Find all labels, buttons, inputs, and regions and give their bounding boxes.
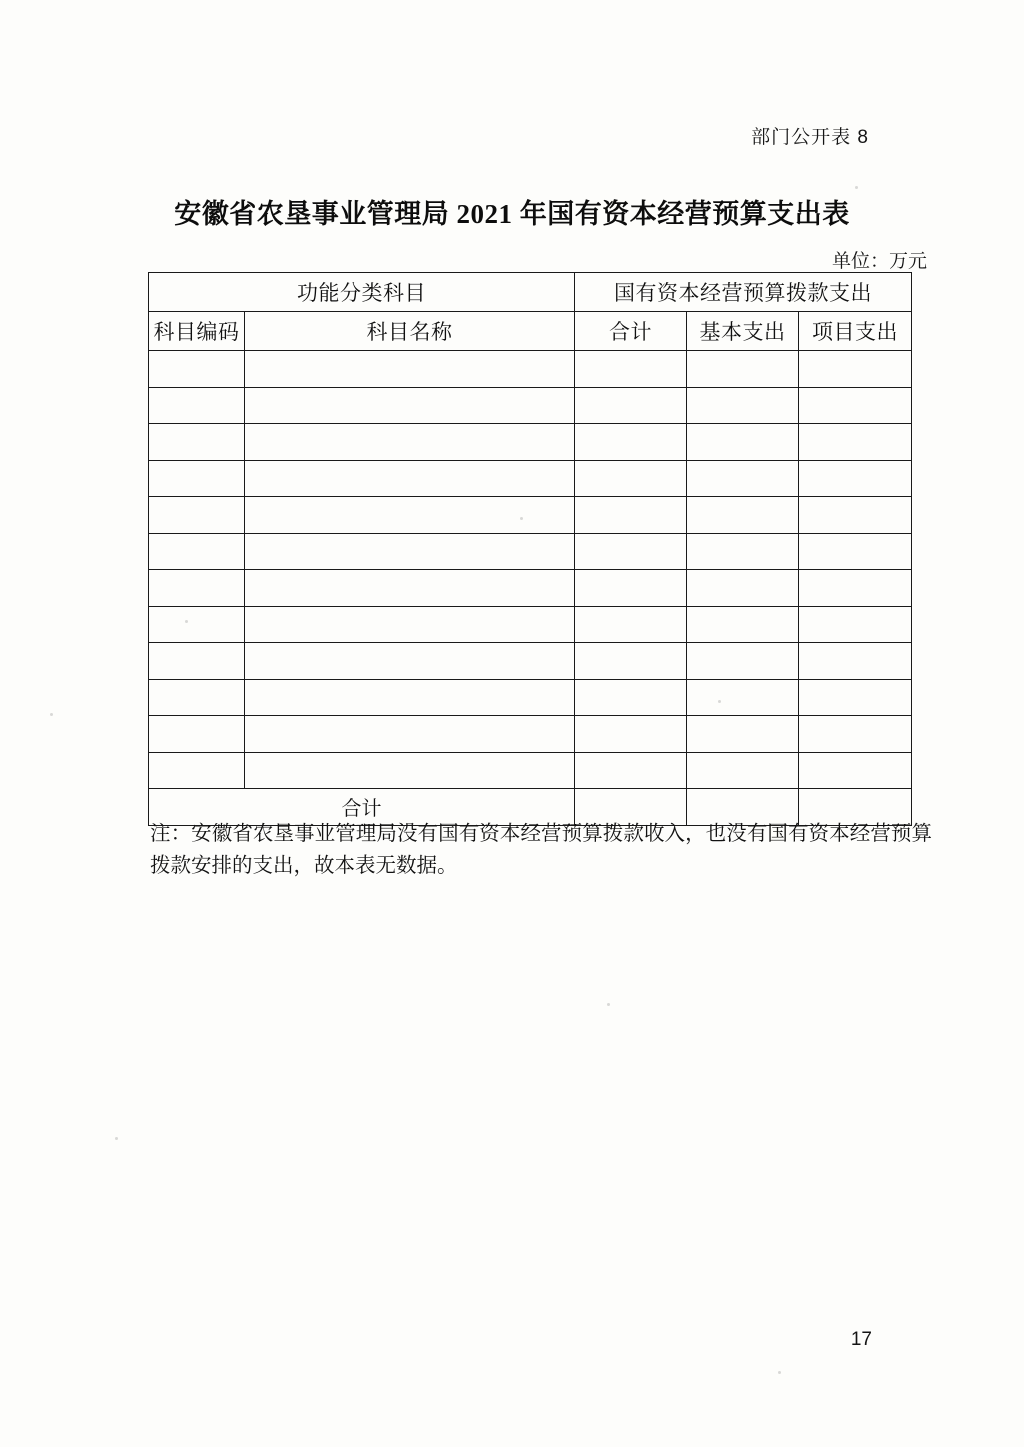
cell-subject-code xyxy=(149,387,245,424)
table-row xyxy=(149,606,912,643)
table-body xyxy=(149,351,912,826)
scan-speck xyxy=(115,1137,118,1140)
group-header-state-capital-expenditure: 国有资本经营预算拨款支出 xyxy=(575,273,912,312)
cell-project xyxy=(799,533,912,570)
column-header-project-expenditure: 项目支出 xyxy=(799,312,912,351)
cell-total xyxy=(575,387,687,424)
table-row xyxy=(149,460,912,497)
table-row xyxy=(149,497,912,534)
cell-total xyxy=(575,424,687,461)
cell-basic xyxy=(687,460,799,497)
cell-project xyxy=(799,716,912,753)
cell-subject-code xyxy=(149,643,245,680)
cell-basic xyxy=(687,679,799,716)
total-row-label: 合计 xyxy=(149,789,575,826)
cell-subject-name xyxy=(245,570,575,607)
table-row xyxy=(149,570,912,607)
table-row xyxy=(149,716,912,753)
cell-basic xyxy=(687,424,799,461)
scan-speck xyxy=(185,620,188,623)
cell-basic xyxy=(687,643,799,680)
page-title: 安徽省农垦事业管理局 2021 年国有资本经营预算支出表 xyxy=(174,199,850,229)
table-note: 注：安徽省农垦事业管理局没有国有资本经营预算拨款收入，也没有国有资本经营预算拨款安排的支出，故本表无数据。 xyxy=(150,822,932,877)
column-header-subject-code: 科目编码 xyxy=(149,312,245,351)
table-group-header-row xyxy=(149,273,912,312)
cell-subject-name xyxy=(245,460,575,497)
table-row xyxy=(149,679,912,716)
cell-subject-name xyxy=(245,533,575,570)
cell-subject-name xyxy=(245,716,575,753)
cell-project xyxy=(799,643,912,680)
cell-subject-name xyxy=(245,424,575,461)
cell-subject-name xyxy=(245,606,575,643)
budget-expenditure-table xyxy=(148,272,912,826)
group-header-function-category: 功能分类科目 xyxy=(149,273,575,312)
cell-subject-code xyxy=(149,752,245,789)
column-header-basic-expenditure: 基本支出 xyxy=(687,312,799,351)
table-row xyxy=(149,424,912,461)
cell-basic xyxy=(687,570,799,607)
column-header-subject-name: 科目名称 xyxy=(245,312,575,351)
cell-subject-code xyxy=(149,497,245,534)
cell-basic xyxy=(687,752,799,789)
cell-project xyxy=(799,497,912,534)
cell-total xyxy=(575,752,687,789)
cell-total xyxy=(575,460,687,497)
cell-subject-code xyxy=(149,606,245,643)
cell-total xyxy=(575,351,687,388)
scan-speck xyxy=(778,1371,781,1374)
cell-subject-name xyxy=(245,643,575,680)
cell-subject-name xyxy=(245,497,575,534)
cell-project xyxy=(799,387,912,424)
table-row xyxy=(149,351,912,388)
scan-speck xyxy=(50,713,53,716)
column-header-total: 合计 xyxy=(575,312,687,351)
cell-project xyxy=(799,424,912,461)
scan-speck xyxy=(520,517,523,520)
cell-basic xyxy=(687,387,799,424)
cell-basic xyxy=(687,606,799,643)
document-header-label: 部门公开表 8 xyxy=(751,127,869,148)
unit-label: 单位：万元 xyxy=(831,251,927,272)
cell-subject-name xyxy=(245,351,575,388)
cell-basic xyxy=(687,351,799,388)
page-number: 17 xyxy=(850,1329,872,1350)
cell-subject-name xyxy=(245,679,575,716)
table-column-header-row xyxy=(149,312,912,351)
cell-project xyxy=(799,570,912,607)
cell-basic xyxy=(687,716,799,753)
cell-total xyxy=(575,716,687,753)
table-row xyxy=(149,752,912,789)
table-head xyxy=(149,273,912,351)
cell-project xyxy=(799,351,912,388)
cell-total xyxy=(575,570,687,607)
cell-subject-name xyxy=(245,752,575,789)
cell-basic xyxy=(687,497,799,534)
cell-total xyxy=(575,679,687,716)
cell-subject-code xyxy=(149,716,245,753)
cell-subject-code xyxy=(149,570,245,607)
cell-subject-name xyxy=(245,387,575,424)
cell-basic xyxy=(687,533,799,570)
cell-project xyxy=(799,679,912,716)
cell-total xyxy=(575,497,687,534)
cell-subject-code xyxy=(149,533,245,570)
cell-project xyxy=(799,752,912,789)
table-row xyxy=(149,533,912,570)
scan-speck xyxy=(855,186,858,189)
scan-speck xyxy=(718,700,721,703)
cell-total xyxy=(575,643,687,680)
cell-project xyxy=(799,460,912,497)
cell-total xyxy=(575,533,687,570)
scan-speck xyxy=(607,1003,610,1006)
cell-subject-code xyxy=(149,424,245,461)
cell-total xyxy=(575,606,687,643)
cell-project xyxy=(799,606,912,643)
table-row xyxy=(149,643,912,680)
cell-subject-code xyxy=(149,679,245,716)
cell-subject-code xyxy=(149,351,245,388)
cell-subject-code xyxy=(149,460,245,497)
table-row xyxy=(149,387,912,424)
